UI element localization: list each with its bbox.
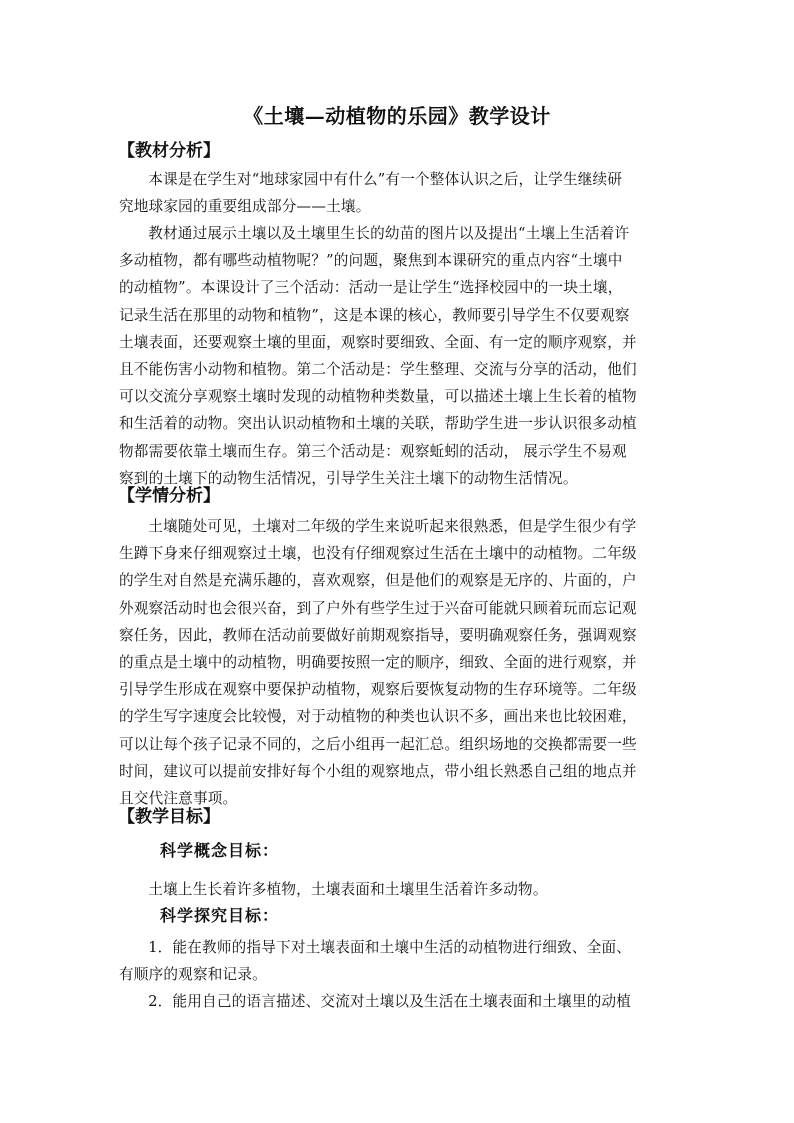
paragraph-line: 教材通过展示土壤以及土壤里生长的幼苗的图片以及提出“土壤上生活着许 [148,225,630,242]
paragraph-line: 可以让每个孩子记录不同的，之后小组再一起汇总。组织场地的交换都需要一些 [119,735,637,753]
paragraph-line: 察任务，因此，教师在活动前要做好前期观察指导，要明确观察任务，强调观察 [119,626,637,644]
paragraph-line: 生蹲下身来仔细观察过土壤，也没有仔细观察过生活在土壤中的动植物。二年级 [119,545,637,563]
paragraph-line: 时间，建议可以提前安排好每个小组的观察地点，带小组长熟悉自己组的地点并 [119,762,637,780]
concept-goal-heading: 科学概念目标： [160,841,280,860]
paragraph-line: 且交代注意事项。 [119,790,238,808]
paragraph-line: 的重点是土壤中的动植物，明确要按照一定的顺序，细致、全面的进行观察，并 [119,654,637,672]
section-heading-students: 【学情分析】 [118,486,220,506]
paragraph-line: 察到的土壤下的动物生活情况，引导学生关注土壤下的动物生活情况。 [119,469,578,487]
inquiry-goal-item-1 [119,934,679,988]
paragraph-line: 土壤表面，还要观察土壤的里面，观察时要细致、全面、有一定的顺序观察，并 [119,333,637,351]
section-heading-goals: 【教学目标】 [118,807,220,827]
inquiry-goal-item-2 [119,988,679,1015]
paragraph-line: 物都需要依靠土壤而生存。第三个活动是：观察蚯蚓的活动， 展示学生不易观 [119,442,627,460]
paragraph-line: 本课是在学生对“地球家园中有什么”有一个整体认识之后，让学生继续研 [148,171,623,188]
students-paragraph-1 [119,513,679,812]
paragraph-line: 土壤上生长着许多植物，土壤表面和土壤里生活着许多动物。 [148,881,548,898]
paragraph-line: 究地球家园的重要组成部分——土壤。 [119,198,371,216]
material-paragraph-1 [119,166,679,220]
paragraph-line: 且不能伤害小动物和植物。第二个活动是：学生整理、交流与分享的活动，他们 [119,361,637,379]
paragraph-line: 引导学生形成在观察中要保护动植物，观察后要恢复动物的生存环境等。二年级 [119,681,637,699]
document-title: 《土壤—动植物的乐园》教学设计 [243,104,551,128]
paragraph-line: 记录生活在那里的动物和植物”，这是本课的核心，教师要引导学生不仅要观察 [119,306,630,324]
section-heading-material: 【教材分析】 [118,141,220,161]
paragraph-line: 土壤随处可见，土壤对二年级的学生来说听起来很熟悉，但是学生很少有学 [148,518,637,535]
paragraph-line: 1．能在教师的指导下对土壤表面和土壤中生活的动植物进行细致、全面、 [148,939,632,956]
inquiry-goal-heading: 科学探究目标： [160,906,280,925]
paragraph-line: 的学生对自然是充满乐趣的，喜欢观察，但是他们的观察是无序的、片面的，户 [119,572,637,590]
paragraph-line: 可以交流分享观察土壤时发现的动植物种类数量，可以描述土壤上生长着的植物 [119,388,637,406]
concept-goal-text [119,876,679,903]
paragraph-line: 和生活着的动物。突出认识动植物和土壤的关联，帮助学生进一步认识很多动植 [119,415,637,433]
paragraph-line: 多动植物，都有哪些动植物呢？”的问题，聚焦到本课研究的重点内容“土壤中 [119,252,623,270]
paragraph-line: 2．能用自己的语言描述、交流对土壤以及生活在土壤表面和土壤里的动植 [148,993,632,1010]
paragraph-line: 的学生写字速度会比较慢，对于动植物的种类也认识不多，画出来也比较困难， [119,708,637,726]
paragraph-line: 的动植物”。本课设计了三个活动：活动一是让学生“选择校园中的一块土壤， [119,279,623,297]
paragraph-line: 外观察活动时也会很兴奋，到了户外有些学生过于兴奋可能就只顾着玩而忘记观 [119,599,637,617]
material-paragraph-2 [119,220,679,492]
paragraph-line: 有顺序的观察和记录。 [119,966,267,984]
